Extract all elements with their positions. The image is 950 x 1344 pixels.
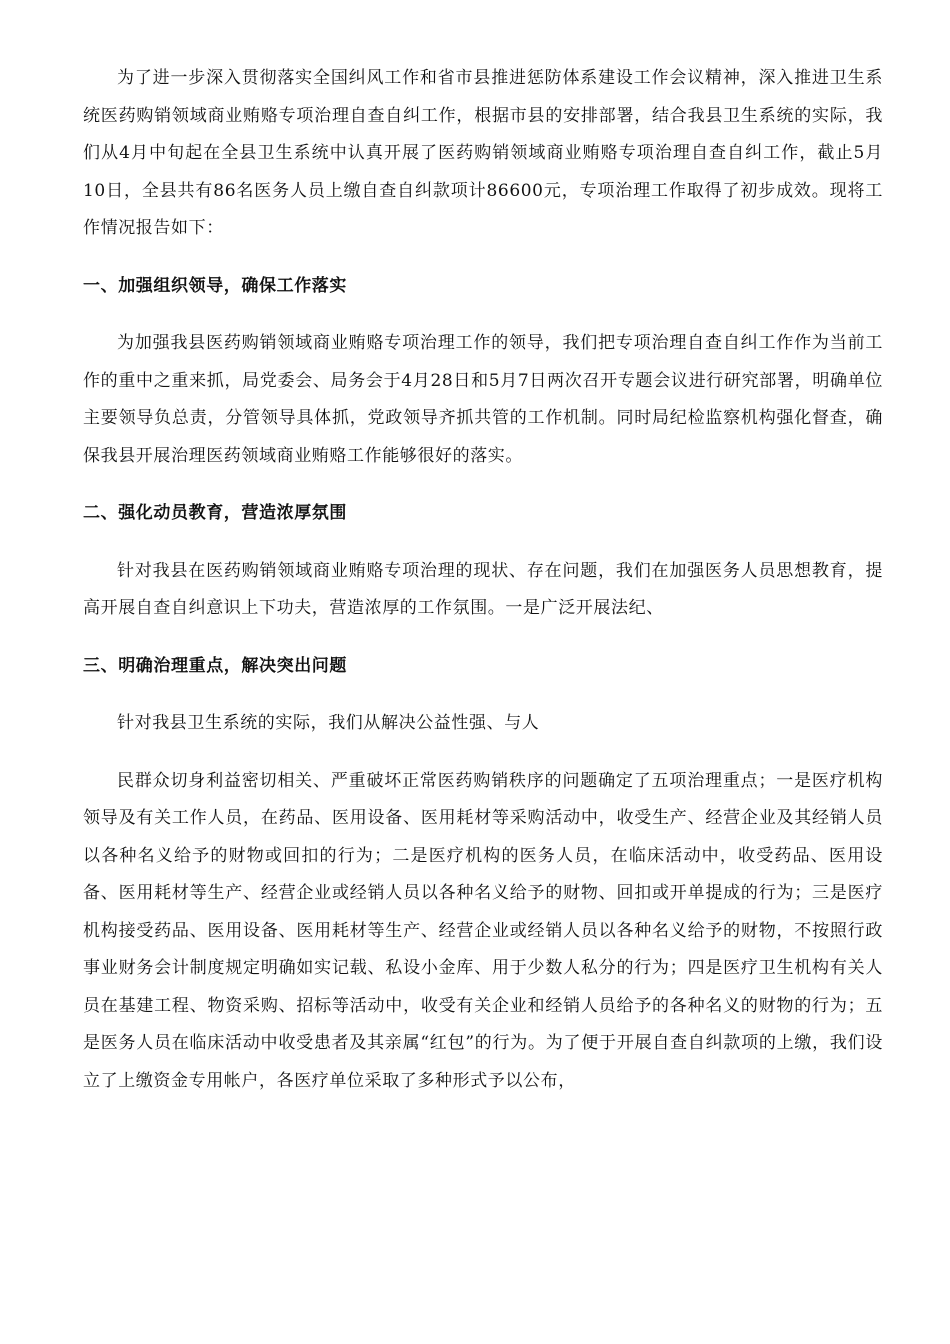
spacer xyxy=(83,533,883,553)
spacer xyxy=(83,248,883,268)
spacer xyxy=(83,628,883,648)
intro-paragraph: 为了进一步深入贯彻落实全国纠风工作和省市县推进惩防体系建设工作会议精神，深入推进卫生系统医药购销领域商业贿赂专项治理自查自纠工作，根据市县的安排部署，结合我县卫生系统的实际，我们从4月中旬起在全县卫生系统中认真开展了医药购销领域商业贿赂专项治理自查自纠工作，截止5月10日，全县共有86名医务人员上缴自查自纠款项计86600元，专项治理工作取得了初步成效。现将工作情况报告如下： xyxy=(83,68,883,238)
section-3-paragraph-a: 针对我县卫生系统的实际，我们从解决公益性强、与人 xyxy=(117,713,540,733)
section-2-paragraph: 针对我县在医药购销领域商业贿赂专项治理的现状、存在问题，我们在加强医务人员思想教育，提高开展自查自纠意识上下功夫，营造浓厚的工作氛围。一是广泛开展法纪、 xyxy=(83,560,883,618)
document-body xyxy=(83,60,883,1100)
spacer xyxy=(83,743,883,763)
section-heading-3: 三、明确治理重点，解决突出问题 xyxy=(83,655,347,676)
section-heading-2: 二、强化动员教育，营造浓厚氛围 xyxy=(83,503,347,523)
section-1-paragraph: 为加强我县医药购销领域商业贿赂专项治理工作的领导，我们把专项治理自查自纠工作作为当前工作的重中之重来抓，局党委会、局务会于4月28日和5月7日两次召开专题会议进行研究部署，明确单位主要领导负总责，分管领导具体抓，党政领导齐抓共管的工作机制。同时局纪检监察机构强化督查，确保我县开展治理医药领域商业贿赂工作能够很好的落实。 xyxy=(83,333,883,466)
spacer xyxy=(83,475,883,495)
section-heading-1: 一、加强组织领导，确保工作落实 xyxy=(83,275,347,296)
spacer xyxy=(83,685,883,705)
spacer xyxy=(83,305,883,325)
section-3-paragraph-b: 民群众切身利益密切相关、严重破坏正常医药购销秩序的问题确定了五项治理重点；一是医疗机构领导及有关工作人员，在药品、医用设备、医用耗材等采购活动中，收受生产、经营企业及其经销人员以各种名义给予的财物或回扣的行为；二是医疗机构的医务人员，在临床活动中，收受药品、医用设备、医用耗材等生产、经营企业或经销人员以各种名义给予的财物、回扣或开单提成的行为；三是医疗机构接受药品、医用设备、医用耗材等生产、经营企业或经销人员以各种名义给予的财物，不按照行政事业财务会计制度规定明确如实记载、私设小金库、用于少数人私分的行为；四是医疗卫生机构有关人员在基建工程、物资采购、招标等活动中，收受有关企业和经销人员给予的各种名义的财物的行为；五是医务人员在临床活动中收受患者及其亲属“红包”的行为。为了便于开展自查自纠款项的上缴，我们设立了上缴资金专用帐户，各医疗单位采取了多种形式予以公布， xyxy=(83,770,883,1091)
